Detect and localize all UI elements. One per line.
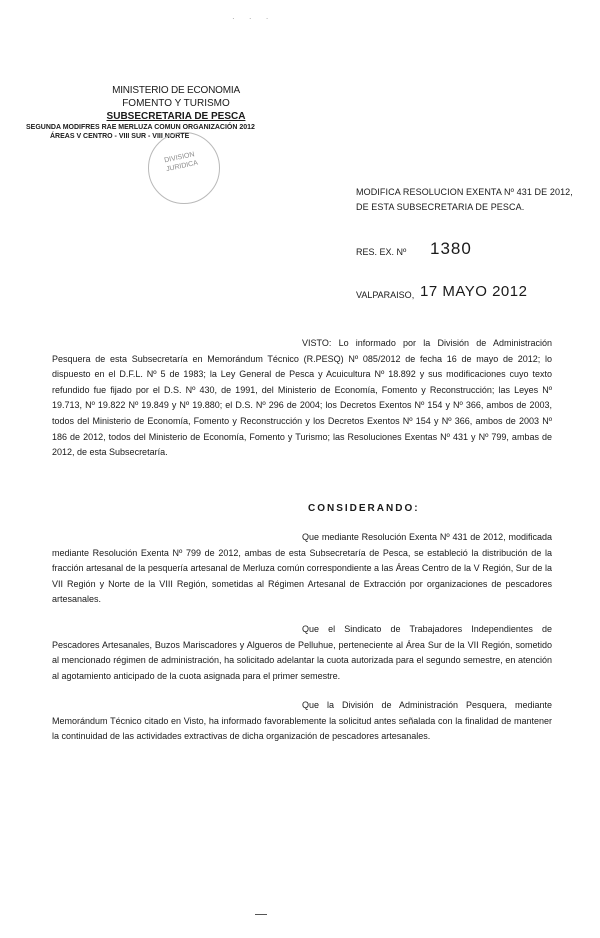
date-stamp: 17 MAYO 2012 — [420, 283, 528, 300]
subject-line-2: DE ESTA SUBSECRETARIA DE PESCA. — [356, 202, 525, 212]
visto-paragraph — [52, 336, 552, 461]
resolution-number: 1380 — [430, 239, 472, 258]
considerando-text-1: Que mediante Resolución Exenta Nº 431 de 2012, modificada mediante Resolución Exenta Nº 799 de 2012, ambas de esta Subsecretaría de Pesca, se estableció la distribución de la fracción artesanal de la pesquería artesanal de Merluza común correspondiente a las Áreas Centro de la V Región, Sur de la VII Región y Norte de la VIII Región, sometidas al Régimen Artesanal de Extracción por organizaciones de pescadores artesanales. — [52, 532, 552, 605]
place-label: VALPARAISO, — [356, 290, 415, 300]
scan-marks: · · · — [232, 14, 275, 23]
considerando-text-3: Que la División de Administración Pesquera, mediante Memorándum Técnico citado en Visto, ha informado favorablemente la solicitud antes señalada con la finalidad de mantener la continuidad de las actividades extractivas de dicha organización de pescadores artesanales. — [52, 700, 552, 742]
juridica-seal — [148, 132, 220, 204]
considerando-paragraph-2 — [52, 622, 552, 684]
document-code: SEGUNDA MODIFRES RAE MERLUZA COMUN ORGANIZACIÓN 2012 — [26, 124, 255, 131]
considerando-paragraph-1 — [52, 530, 552, 608]
subsecretaria-name: SUBSECRETARIA DE PESCA — [106, 111, 246, 122]
considerando-text-2: Que el Sindicato de Trabajadores Independientes de Pescadores Artesanales, Buzos Mariscadores y Algueros de Pelluhue, perteneciente al Área Sur de la VII Región, sometido al mencionado régimen de administración, ha solicitado adelantar la cuota autorizada para el segundo semestre, en atención al agotamiento anticipado de la cuota asignada para el primer semestre. — [52, 624, 552, 681]
visto-text: VISTO: Lo informado por la División de Administración Pesquera de esta Subsecretaría en Memorándum Técnico (R.PESQ) Nº 085/2012 de fecha 16 de mayo de 2012; lo dispuesto en el D.F.L. Nº 5 de 1983; la Ley General de Pesca y Acuicultura Nº 18.892 y sus modificaciones cuyo texto refundido fue fijado por el D.S. Nº 430, de 1991, del Ministerio de Economía, Fomento y Reconstrucción; las Leyes Nº 19.713, Nº 19.822 Nº 19.849 y Nº 19.880; el D.S. Nº 296 de 2004; los Decretos Exentos Nº 154 y Nº 366, ambos de 2003, todos del Ministerio de Economía, Fomento y Reconstrucción y los Decretos Exentos Nº 154 y Nº 366, ambos de 2003 Nº 186 de 2012, todos del Ministerio de Economía, Fomento y Turismo; las Resoluciones Exentas Nº 431 y Nº 799, ambas de 2012, de esta Subsecretaría. — [52, 338, 552, 458]
subject-line-1: MODIFICA RESOLUCION EXENTA Nº 431 DE 2012, — [356, 187, 573, 197]
resolution-label: RES. EX. Nº — [356, 247, 407, 257]
seal-text: DIVISION JURIDICA — [163, 151, 199, 174]
considerando-heading: CONSIDERANDO: — [308, 503, 420, 514]
page-mark — [255, 914, 267, 915]
ministry-name: MINISTERIO DE ECONOMIA — [112, 85, 240, 96]
document-areas: ÁREAS V CENTRO - VIII SUR - VIII NORTE — [50, 133, 190, 140]
considerando-paragraph-3 — [52, 698, 552, 745]
ministry-subname: FOMENTO Y TURISMO — [122, 98, 230, 109]
subject-block — [356, 185, 576, 215]
